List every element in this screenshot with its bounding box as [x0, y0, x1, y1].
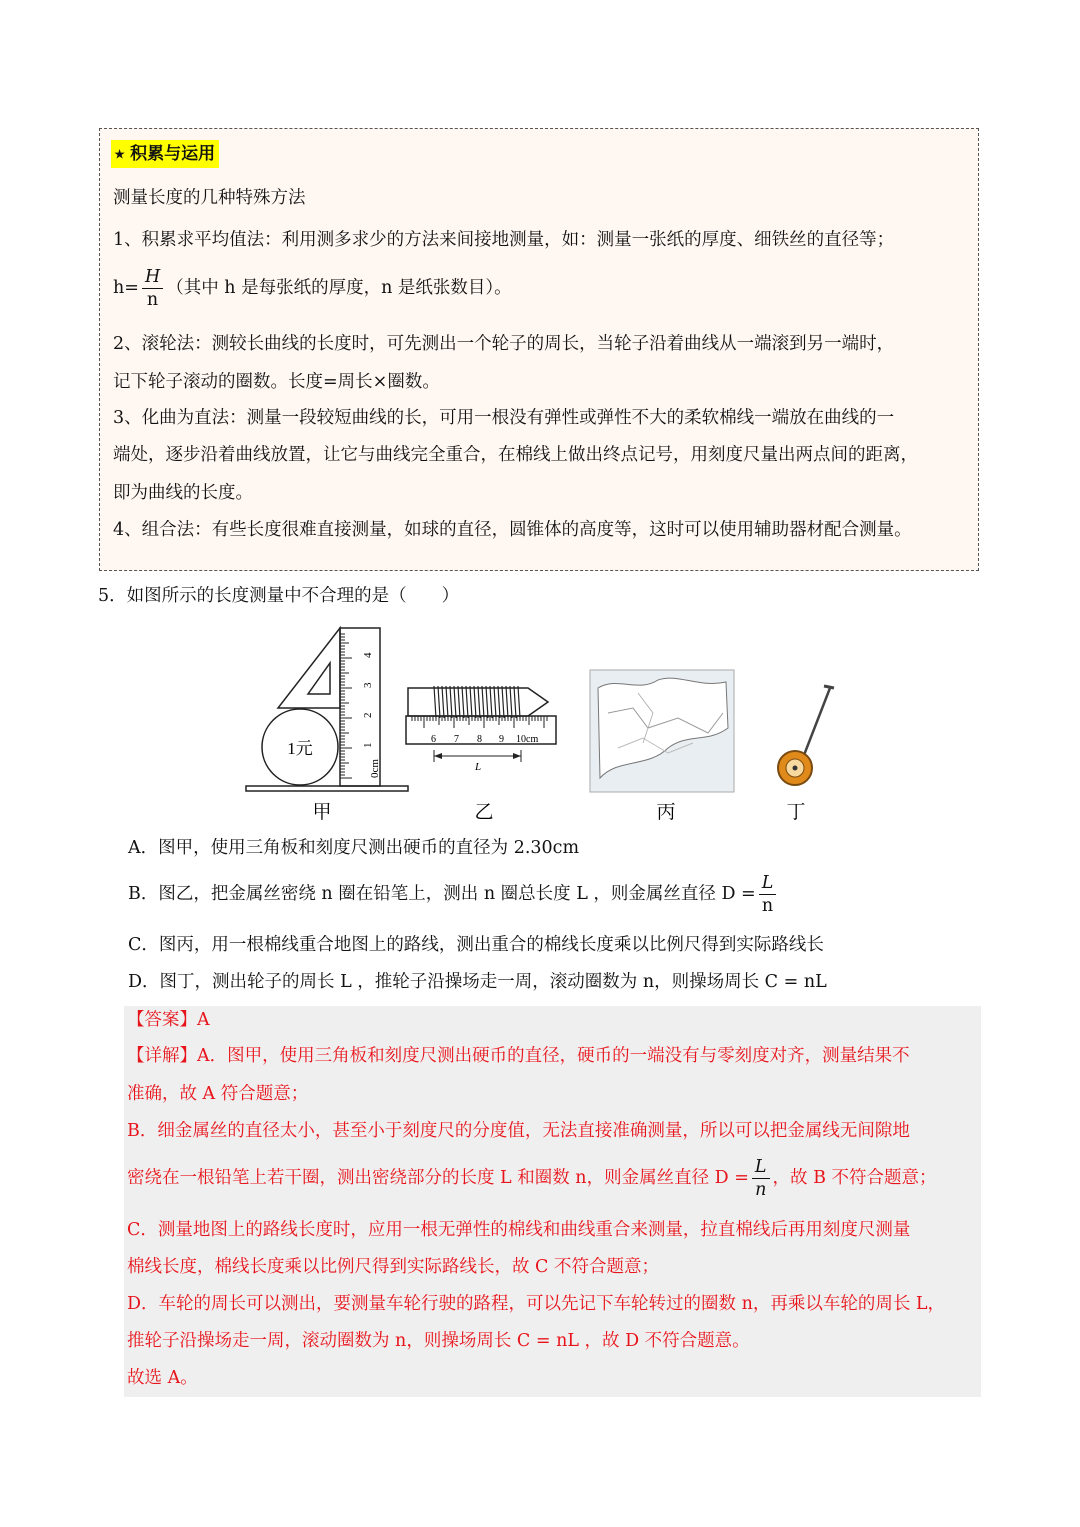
box-heading: 测量长度的几种特殊方法: [113, 188, 306, 208]
star-icon: ⭑: [115, 144, 125, 164]
ruler-yi-tick-9: 9: [499, 734, 504, 745]
ruler-jia-tick-4: 4: [362, 652, 374, 658]
figure-jia: [246, 628, 408, 791]
option-b-numerator: L: [759, 872, 777, 895]
wire-coil-turn: [510, 686, 512, 718]
knowledge-tag-label: 积累与运用: [130, 144, 216, 164]
wire-coil-turn: [490, 686, 492, 718]
detail-b-end: ，故 B 不符合题意；: [772, 1168, 937, 1188]
detail-b-line-1: B．细金属丝的直径太小，甚至小于刻度尺的分度值，无法直接准确测量，所以可以把金属线无间隙地: [127, 1121, 910, 1141]
detail-line-1: 【详解】A．图甲，使用三角板和刻度尺测出硬币的直径，硬币的一端没有与零刻度对齐，测量结果不: [127, 1046, 910, 1066]
detail-b-denominator: n: [755, 1180, 767, 1200]
final-choice: 故选 A。: [127, 1368, 198, 1388]
formula-prefix: h=: [113, 278, 139, 298]
wire-coil-turn: [462, 686, 464, 718]
detail-b-line-2: [127, 1156, 937, 1201]
ruler-jia-tick-3: 3: [362, 682, 374, 688]
wire-coil-turn: [494, 686, 496, 718]
detail-d-line-2: 推轮子沿操场走一周，滚动圈数为 n，则操场周长 C = nL ，故 D 不符合题意。: [127, 1331, 750, 1351]
option-b-denominator: n: [761, 896, 774, 916]
formula-fraction: [142, 266, 163, 311]
detail-b-numerator: L: [752, 1156, 770, 1179]
box-formula: [113, 266, 512, 311]
box-item-3-line-3: 即为曲线的长度。: [113, 483, 253, 503]
question-stem: 5．如图所示的长度测量中不合理的是（ ）: [98, 586, 460, 606]
detail-line-2: 准确，故 A 符合题意；: [127, 1084, 309, 1104]
wire-coil-turn: [446, 686, 448, 718]
wire-coil-turn: [454, 686, 456, 718]
wire-coil-turn: [466, 686, 468, 718]
knowledge-tag: [111, 140, 219, 168]
yi-length-label: L: [474, 761, 482, 773]
wire-coil-turn: [434, 686, 436, 718]
ruler-yi-tick-7: 7: [454, 734, 459, 745]
wire-coil-turn: [442, 686, 444, 718]
wire-coil-turn: [458, 686, 460, 718]
formula-note: （其中 h 是每张纸的厚度，n 是纸张数目）。: [166, 278, 512, 298]
answer-line: 【答案】A: [127, 1010, 210, 1030]
wire-coil-turn: [478, 686, 480, 718]
box-item-1: 1、积累求平均值法：利用测多求少的方法来间接地测量，如：测量一张纸的厚度、细铁丝的直径等；: [113, 230, 895, 250]
detail-b-fraction: [752, 1156, 770, 1201]
option-c: C．图丙，用一根棉线重合地图上的路线，测出重合的棉线长度乘以比例尺得到实际路线长: [128, 935, 824, 955]
figure-yi: [406, 686, 556, 773]
wire-coil-turn: [482, 686, 484, 718]
ruler-jia-tick-2: 2: [362, 712, 374, 718]
ruler-jia-tick-0: 0cm: [369, 759, 381, 778]
coin-label: 1元: [287, 739, 313, 758]
wire-coil-turn: [474, 686, 476, 718]
ruler-yi-tick-8: 8: [477, 734, 482, 745]
detail-d-line-1: D．车轮的周长可以测出，要测量车轮行驶的路程，可以先记下车轮转过的圈数 n，再乘以车轮的周长 L，: [127, 1294, 946, 1314]
ruler-jia-tick-1: 1: [362, 742, 374, 748]
box-item-4: 4、组合法：有些长度很难直接测量，如球的直径，圆锥体的高度等，这时可以使用辅助器材配合测量。: [113, 520, 912, 540]
question-figure: [238, 618, 848, 828]
wire-coil-turn: [506, 686, 508, 718]
formula-numerator: H: [142, 266, 163, 289]
figure-label-jia: 甲: [312, 802, 332, 823]
figure-bing-map: [590, 670, 734, 792]
detail-c-line-2: 棉线长度，棉线长度乘以比例尺得到实际路线长，故 C 不符合题意；: [127, 1257, 660, 1277]
figure-label-ding: 丁: [786, 802, 806, 823]
wire-coil-turn: [498, 686, 500, 718]
option-b-fraction: [759, 872, 777, 917]
figure-ding-wheel: [778, 686, 834, 785]
figure-label-bing: 丙: [656, 802, 676, 823]
box-item-3-line-2: 端处，逐步沿着曲线放置，让它与曲线完全重合，在棉线上做出终点记号，用刻度尺量出两点间的距离，: [113, 445, 918, 465]
option-b: [128, 872, 779, 917]
wire-coil-turn: [518, 686, 520, 718]
figure-label-yi: 乙: [474, 802, 494, 823]
box-item-3-line-1: 3、化曲为直法：测量一段较短曲线的长，可用一根没有弹性或弹性不大的柔软棉线一端放在曲线的一: [113, 408, 895, 428]
box-item-2-line-1: 2、滚轮法：测较长曲线的长度时，可先测出一个轮子的周长，当轮子沿着曲线从一端滚到另一端时，: [113, 334, 895, 354]
ruler-yi-tick-10cm: 10cm: [516, 734, 539, 745]
option-b-text: B．图乙，把金属丝密绕 n 圈在铅笔上，测出 n 圈总长度 L ，则金属丝直径 D =: [128, 884, 756, 904]
ruler-yi-tick-6: 6: [431, 734, 436, 745]
option-a: A．图甲，使用三角板和刻度尺测出硬币的直径为 2.30cm: [128, 838, 580, 858]
wire-coil-turn: [514, 686, 516, 718]
formula-denominator: n: [146, 290, 159, 310]
wire-coil-turn: [502, 686, 504, 718]
detail-c-line-1: C．测量地图上的路线长度时，应用一根无弹性的棉线和曲线重合来测量，拉直棉线后再用刻度尺测量: [127, 1220, 911, 1240]
option-d: D．图丁，测出轮子的周长 L ，推轮子沿操场走一周，滚动圈数为 n，则操场周长 C = nL: [128, 972, 827, 992]
box-item-2-line-2: 记下轮子滚动的圈数。长度=周长×圈数。: [113, 372, 440, 392]
wire-coil-turn: [450, 686, 452, 718]
wire-coil-turn: [486, 686, 488, 718]
detail-b-text: 密绕在一根铅笔上若干圈，测出密绕部分的长度 L 和圈数 n，则金属丝直径 D =: [127, 1168, 749, 1188]
wire-coil-turn: [470, 686, 472, 718]
wire-coil-turn: [438, 686, 440, 718]
